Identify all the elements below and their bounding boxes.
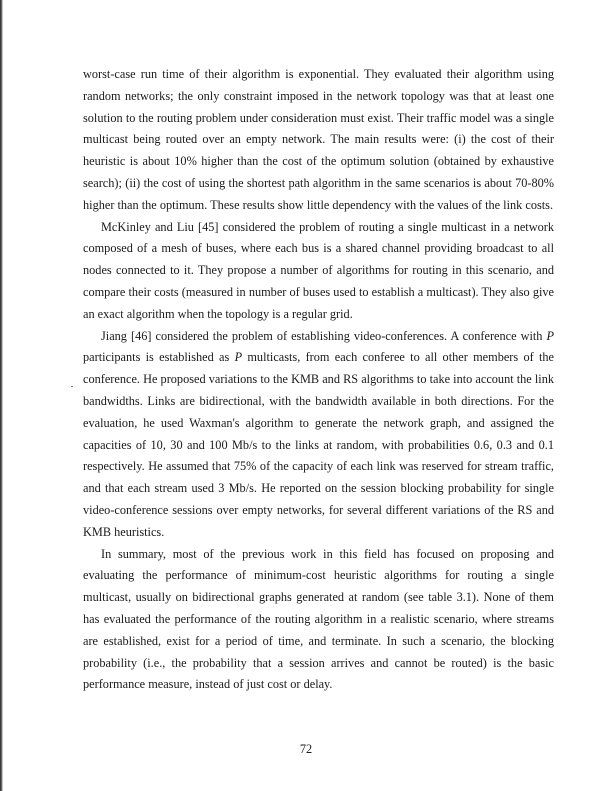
scan-edge-shadow xyxy=(0,0,3,791)
page-number: 72 xyxy=(299,742,313,756)
math-variable-p: P xyxy=(234,350,243,365)
paragraph-3-text-b: participants is established as xyxy=(83,350,235,365)
page-body xyxy=(83,64,554,696)
scan-artifact-mark xyxy=(71,386,73,387)
paragraph-3-text-a: Jiang [46] considered the problem of establishing video-conferences. A conference with xyxy=(101,328,547,343)
paragraph-2: McKinley and Liu [45] considered the problem of routing a single multicast in a network composed of a mesh of buses, where each bus is a shared channel providing broadcast to all nodes connected to it. They propose a number of algorithms for routing in this scenario, and compare their costs (measured in number of buses used to establish a multicast). They also give an exact algorithm when the topology is a regular grid. xyxy=(83,219,554,321)
paragraph-4: In summary, most of the previous work in this field has focused on proposing and evaluating the performance of minimum-cost heuristic algorithms for routing a single multicast, usually on bidirectional graphs generated at random (see table 3.1). None of them has evaluated the performance of the routing algorithm in a realistic scenario, where streams are established, exist for a period of time, and terminate. In such a scenario, the blocking probability (i.e., the probability that a session arrives and cannot be routed) is the basic performance measure, instead of just cost or delay. xyxy=(83,546,554,692)
math-variable-p: P xyxy=(546,328,554,343)
paragraph-3-text-c: multicasts, from each conferee to all other members of the conference. He proposed variations to the KMB and RS algorithms to take into account the link bandwidths. Links are bidirectional, with the bandwidth available in both directions. For the evaluation, he used Waxman's algorithm to generate the network graph, and assigned the capacities of 10, 30 and 100 Mb/s to the links at random, with probabilities 0.6, 0.3 and 0.1 respectively. He assumed that 75% of the capacity of each link was reserved for stream traffic, and that each stream used 3 Mb/s. He reported on the session blocking probability for single video-conference sessions over empty networks, for several different variations of the RS and KMB heuristics. xyxy=(83,350,554,539)
paragraph-3 xyxy=(83,326,554,544)
paragraph-1: worst-case run time of their algorithm is exponential. They evaluated their algorithm using random networks; the only constraint imposed in the network topology was that at least one solution to the routing problem under consideration must exist. Their traffic model was a single multicast being routed over an empty network. The main results were: (i) the cost of their heuristic is about 10% higher than the cost of the optimum solution (obtained by exhaustive search); (ii) the cost of using the shortest path algorithm in the same scenarios is about 70-80% higher than the optimum. These results show little dependency with the values of the link costs. xyxy=(83,67,554,212)
